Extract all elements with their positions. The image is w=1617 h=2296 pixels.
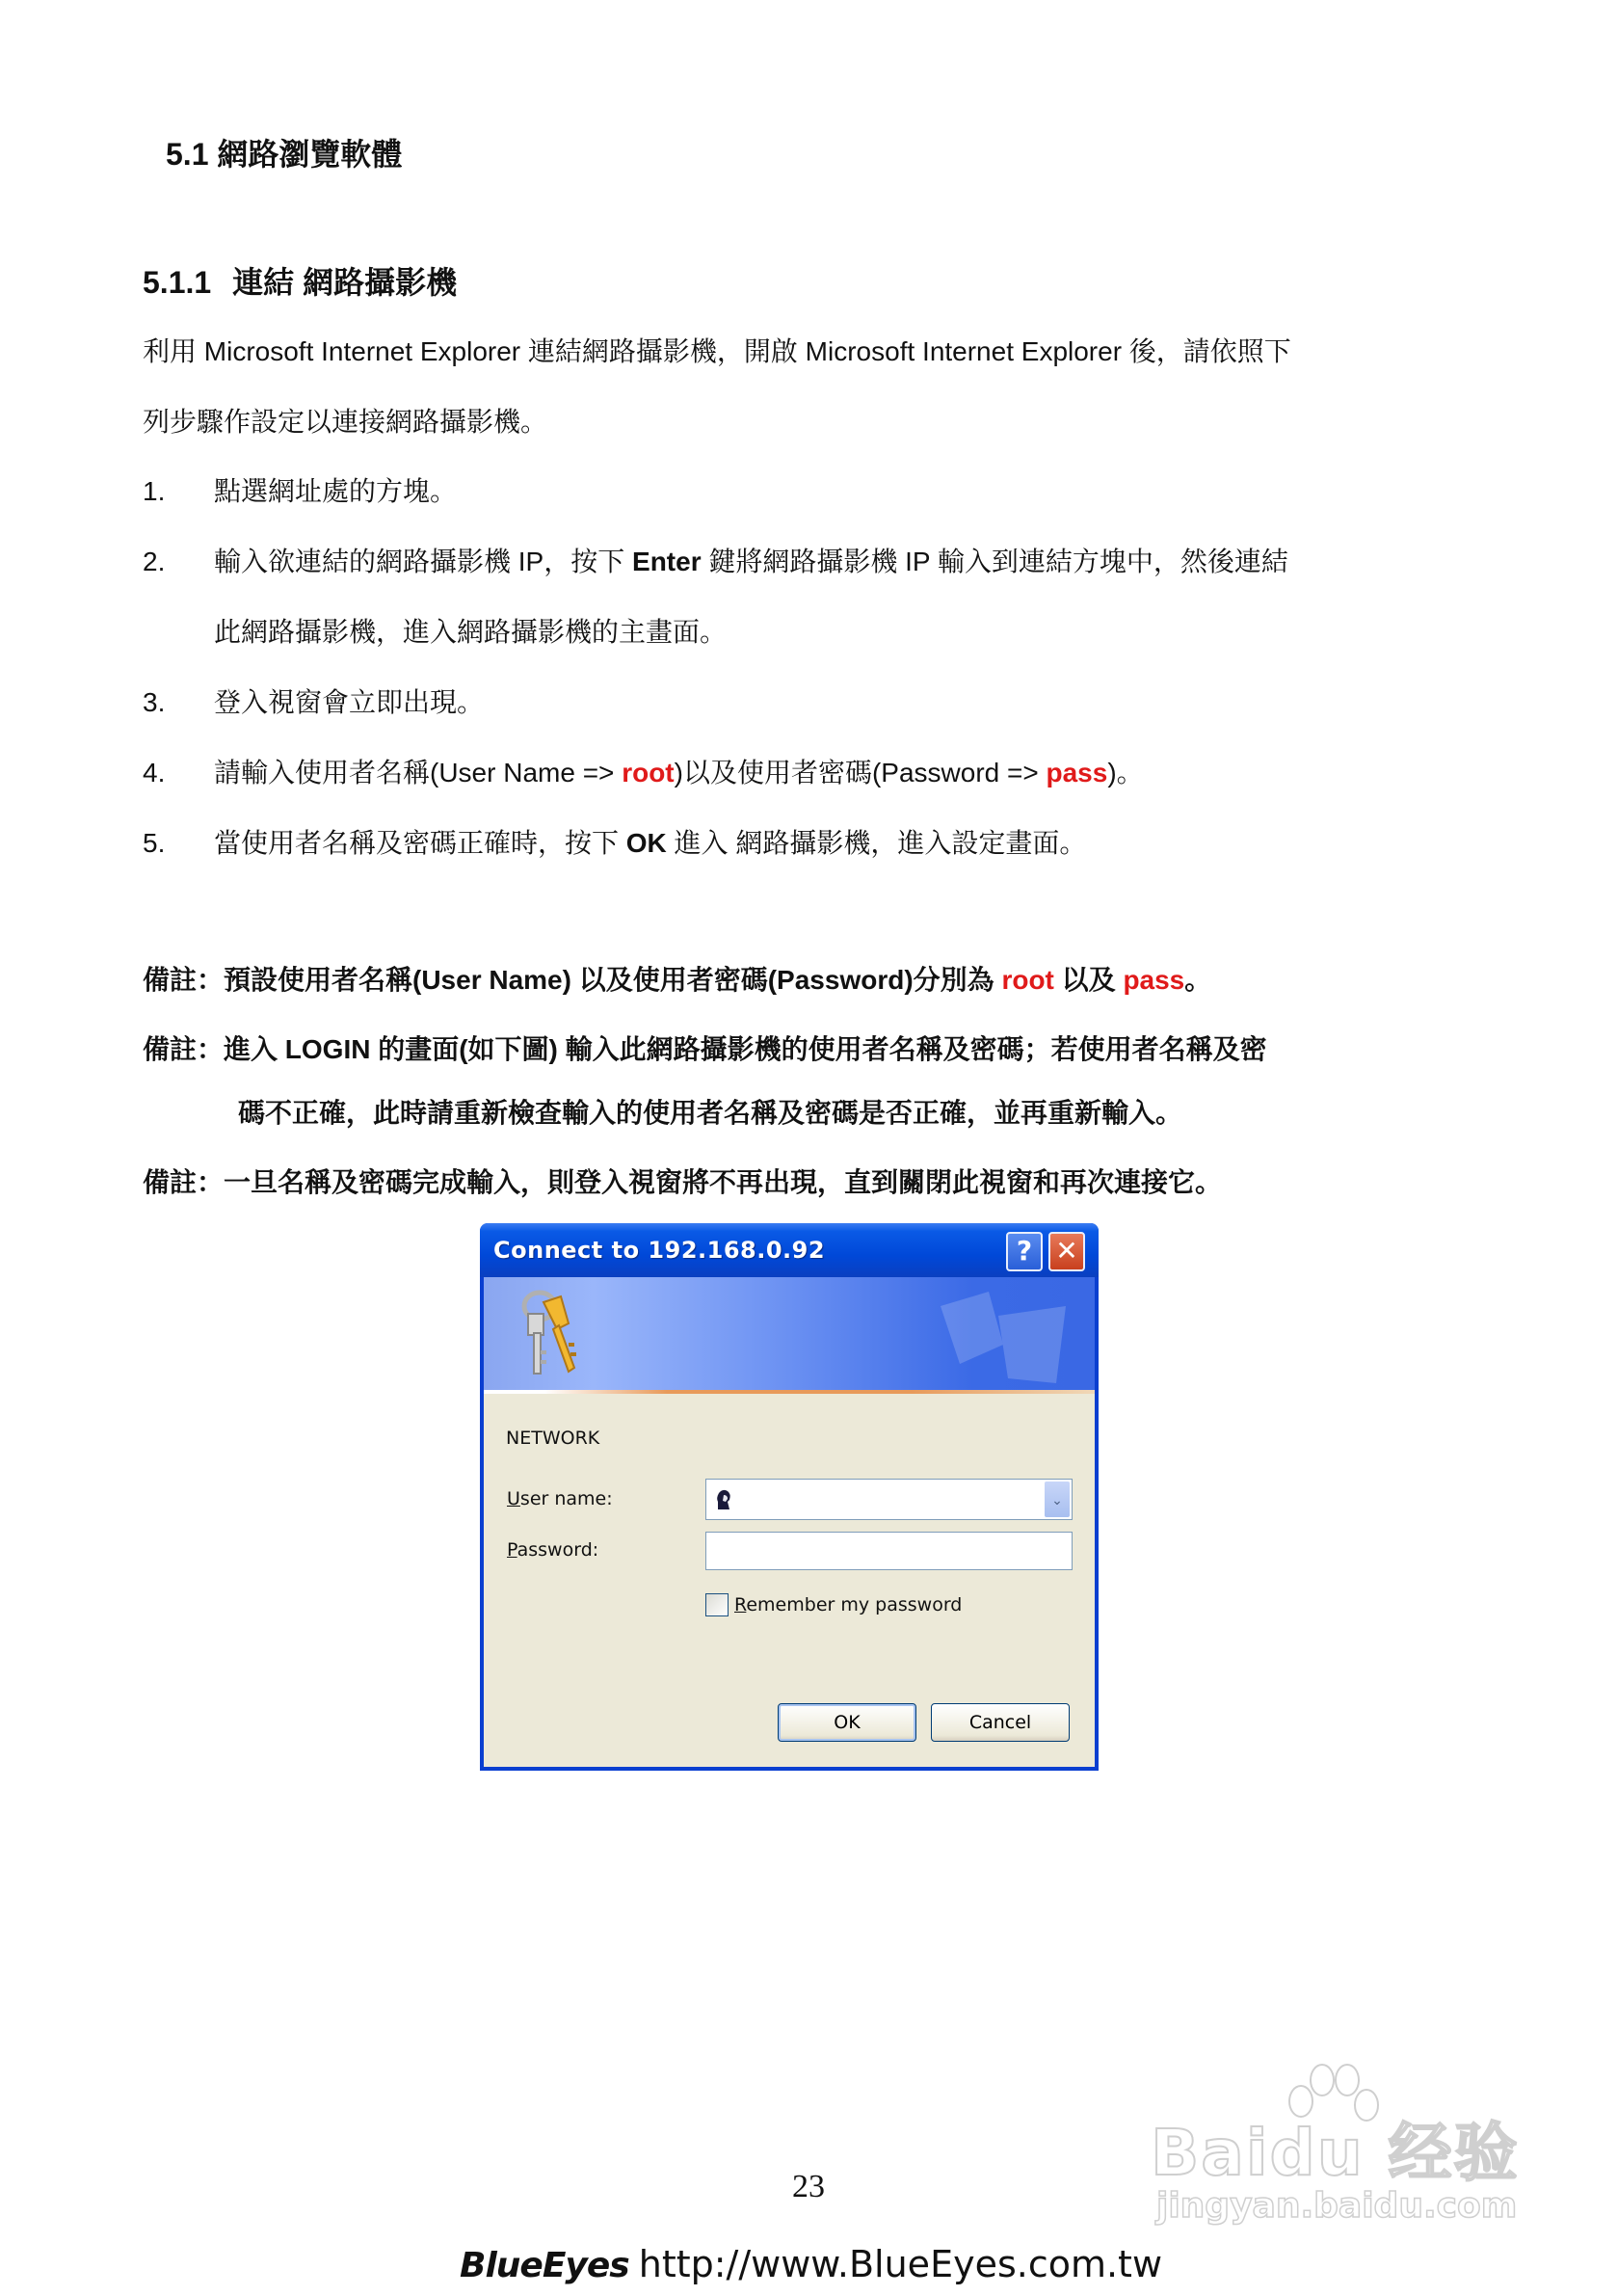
step-4-number: 4. [143,758,166,788]
step-4-text [214,756,1144,790]
step-2-number: 2. [143,547,166,576]
dialog-title: Connect to 192.168.0.92 [493,1237,826,1264]
dialog-body [484,1277,1095,1767]
note-3: 備註：一旦名稱及密碼完成輸入，則登入視窗將不再出現，直到關閉此視窗和再次連接它。 [143,1167,1223,1197]
realm-label: NETWORK [506,1428,600,1449]
help-button[interactable] [1006,1232,1043,1271]
ok-button[interactable]: OK [778,1703,916,1742]
note-2: 備註：進入 LOGIN 的畫面(如下圖) 輸入此網路攝影機的使用者名稱及密碼；若使用者名稱及密 [143,1034,1267,1064]
help-icon: ? [1016,1235,1033,1267]
step-3-number: 3. [143,687,166,717]
note-1-post: 。 [1184,965,1212,995]
close-icon: ✕ [1055,1235,1078,1267]
remember-accel: R [734,1594,747,1615]
dialog-title-bar[interactable] [480,1223,1099,1277]
note-1-mid: 以及 [1053,965,1124,995]
banner-watermark-icon [931,1287,1075,1388]
keys-icon [515,1285,582,1381]
page-number: 23 [792,2169,825,2204]
step-4-post: )。 [1107,758,1144,788]
step-5-pre: 當使用者名稱及密碼正確時，按下 [214,828,626,858]
username-dropdown-button[interactable] [1045,1482,1070,1517]
step-5-ok: OK [625,828,667,858]
username-label [507,1488,613,1509]
intro-line-2: 列步驟作設定以連接網路攝影機。 [143,407,548,437]
password-label-rest: assword: [517,1539,599,1561]
watermark-logo: Baidu 经验 [1151,2116,1520,2190]
banner-divider [484,1390,1095,1394]
remember-password-label[interactable] [734,1594,962,1615]
step-2-text [214,545,1288,579]
dialog-banner [484,1277,1095,1390]
password-accel: P [507,1539,517,1561]
username-combobox[interactable] [705,1479,1073,1520]
step-4-mid: )以及使用者密碼(Password => [674,758,1047,788]
login-dialog [480,1223,1099,1771]
cancel-button[interactable]: Cancel [931,1703,1070,1742]
step-2-post: 鍵將網路攝影機 IP 輸入到連結方塊中，然後連結 [701,547,1288,576]
note-1-root: root [1001,965,1054,995]
intro-line-1: 利用 Microsoft Internet Explorer 連結網路攝影機，開啟 Microsoft Internet Explorer 後，請依照下 [143,336,1291,366]
remember-password-checkbox[interactable] [705,1593,729,1616]
note-1-pass: pass [1123,965,1185,995]
subsection-title: 連結 網路攝影機 [232,265,458,300]
username-accel: U [507,1488,520,1509]
step-1-number: 1. [143,476,166,506]
section-title: 5.1 網路瀏覽軟體 [166,137,403,172]
step-5-text [214,826,1086,861]
subsection-number: 5.1.1 [143,265,212,300]
user-icon [714,1488,733,1511]
note-2-continuation: 碼不正確，此時請重新檢查輸入的使用者名稱及密碼是否正確，並再重新輸入。 [238,1098,1183,1128]
brand-logo: BlueEyes [460,2246,629,2285]
note-1-pre: 備註：預設使用者名稱(User Name) 以及使用者密碼(Password)分別為 [143,965,1002,995]
step-2-pre: 輸入欲連結的網路攝影機 IP，按下 [214,547,633,576]
step-2-continuation: 此網路攝影機，進入網路攝影機的主畫面。 [214,617,728,647]
default-password: pass [1046,758,1108,788]
password-label [507,1539,598,1561]
step-2-key: Enter [632,547,702,576]
username-label-rest: ser name: [519,1488,613,1509]
remember-label-rest: emember my password [746,1594,963,1615]
step-4-pre: 請輸入使用者名稱(User Name => [214,758,623,788]
footer-url[interactable]: http://www.BlueEyes.com.tw [638,2243,1163,2285]
chevron-down-icon: ⌄ [1051,1492,1063,1508]
note-1 [143,963,1211,998]
subsection-heading [143,263,457,302]
step-5-post: 進入 網路攝影機，進入設定畫面。 [666,828,1087,858]
default-username: root [622,758,675,788]
step-5-number: 5. [143,828,166,858]
step-1-text: 點選網址處的方塊。 [214,476,458,506]
footer [460,2242,1162,2288]
step-3-text: 登入視窗會立即出現。 [214,687,485,717]
close-button[interactable] [1048,1232,1085,1271]
watermark-url: jingyan.baidu.com [1156,2186,1518,2226]
password-field[interactable] [705,1532,1073,1570]
